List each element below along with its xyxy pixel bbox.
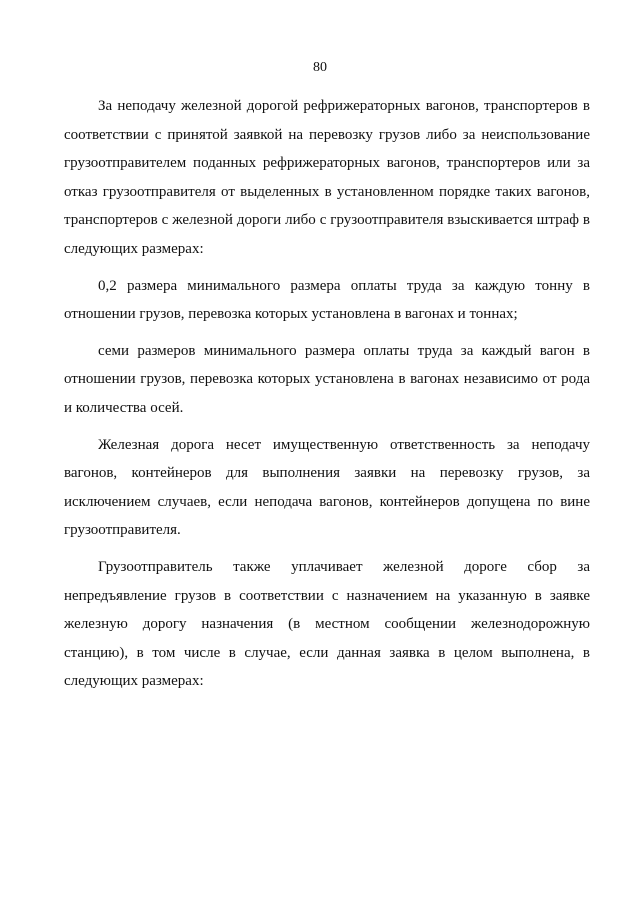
document-body (64, 92, 590, 704)
paragraph: 0,2 размера минимального размера оплаты труда за каждую тонну в отношении грузов, перевозка которых установлена в вагонах и тоннах; (64, 277, 590, 323)
paragraph: Грузоотправитель также уплачивает железной дороге сбор за непредъявление грузов в соответствии с назначением на указанную в заявке железную дорогу назначения (в местном сообщении железнодорожную станцию), в том числе в случае, если данная заявка в целом выполнена, в следующих размерах: (64, 558, 590, 690)
page-number: 80 (313, 60, 327, 75)
paragraph: За неподачу железной дорогой рефрижераторных вагонов, транспортеров в соответствии с принятой заявкой на перевозку грузов либо за неиспользование грузоотправителем поданных рефрижераторных вагонов, транспортеров или за отказ грузоотправителя от выделенных в установленном порядке таких вагонов, транспортеров с железной дороги либо с грузоотправителя взыскивается штраф в следующих размерах: (64, 98, 590, 257)
paragraph: семи размеров минимального размера оплаты труда за каждый вагон в отношении грузов, перевозка которых установлена в вагонах независимо от рода и количества осей. (64, 342, 590, 416)
paragraph: Железная дорога несет имущественную ответственность за неподачу вагонов, контейнеров для выполнения заявки на перевозку грузов, за исключением случаев, если неподача вагонов, контейнеров допущена по вине грузоотправителя. (64, 436, 590, 539)
